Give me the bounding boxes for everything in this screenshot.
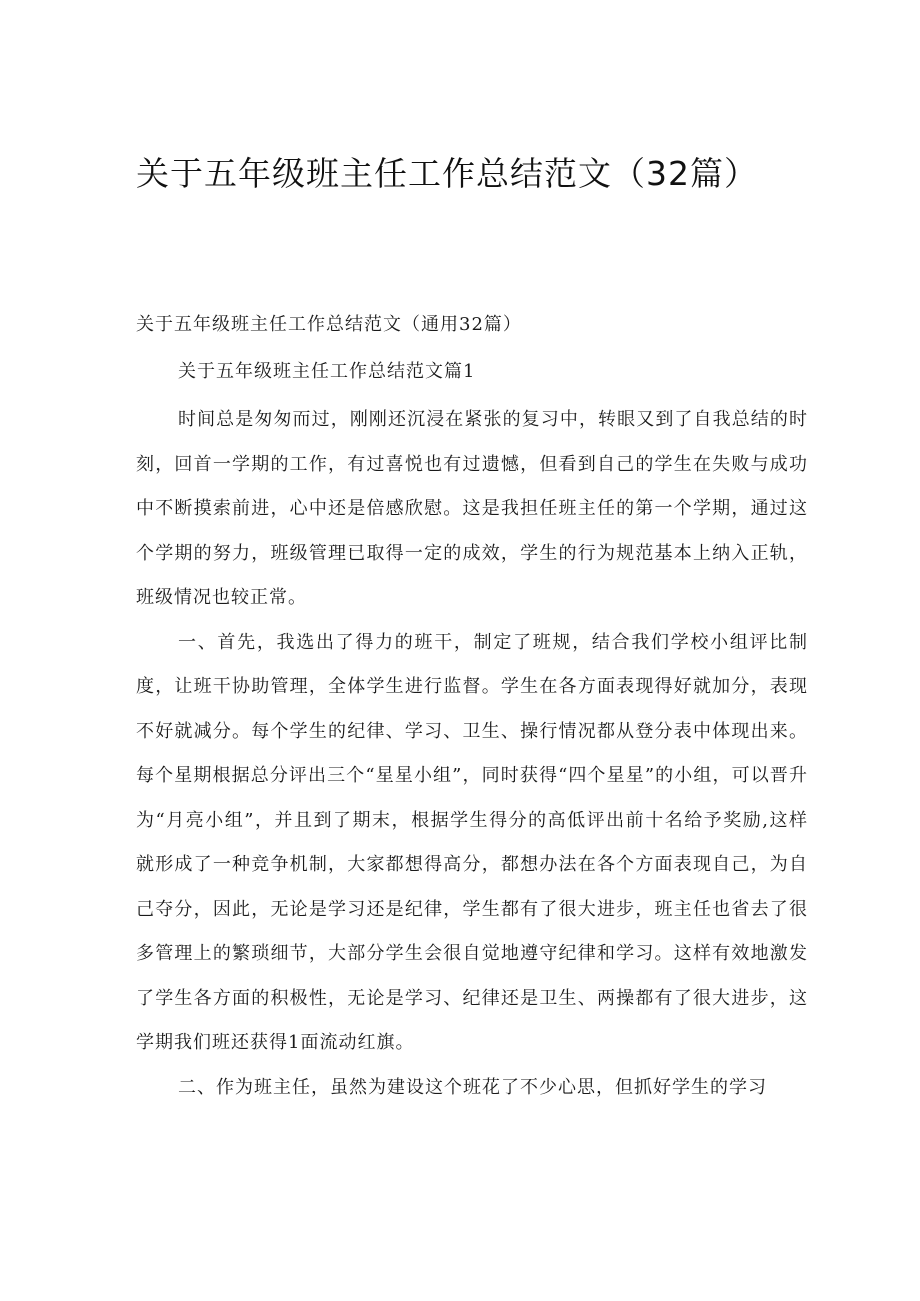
paragraph-2: 一、首先，我选出了得力的班干，制定了班规，结合我们学校小组评比制度，让班干协助管理，全体学生进行监督。学生在各方面表现得好就加分，表现不好就减分。每个学生的纪律、学习、卫生、操行情况都从登分表中体现出来。每个星期根据总分评出三个“星星小组”，同时获得“四个星星”的小组，可以晋升为“月亮小组”，并且到了期末，根据学生得分的高低评出前十名给予奖励,这样就形成了一种竞争机制，大家都想得高分，都想办法在各个方面表现自己，为自己夺分，因此，无论是学习还是纪律，学生都有了很大进步，班主任也省去了很多管理上的繁琐细节，大部分学生会很自觉地遵守纪律和学习。这样有效地激发了学生各方面的积极性，无论是学习、纪律还是卫生、两操都有了很大进步，这学期我们班还获得1面流动红旗。 <box>136 631 808 1053</box>
document-title: 关于五年级班主任工作总结范文（32篇） <box>136 154 758 193</box>
document-subtitle: 关于五年级班主任工作总结范文（通用32篇） <box>136 314 522 335</box>
paragraph-1: 时间总是匆匆而过，刚刚还沉浸在紧张的复习中，转眼又到了自我总结的时刻，回首一学期的工作，有过喜悦也有过遗憾，但看到自己的学生在失败与成功中不断摸索前进，心中还是倍感欣慰。这是我担任班主任的第一个学期，通过这个学期的努力，班级管理已取得一定的成效，学生的行为规范基本上纳入正轨，班级情况也较正常。 <box>136 409 808 608</box>
paragraph-3: 二、作为班主任，虽然为建设这个班花了不少心思，但抓好学生的学习 <box>178 1076 767 1098</box>
section-heading: 关于五年级班主任工作总结范文篇1 <box>178 361 476 382</box>
body-text <box>136 398 808 1110</box>
